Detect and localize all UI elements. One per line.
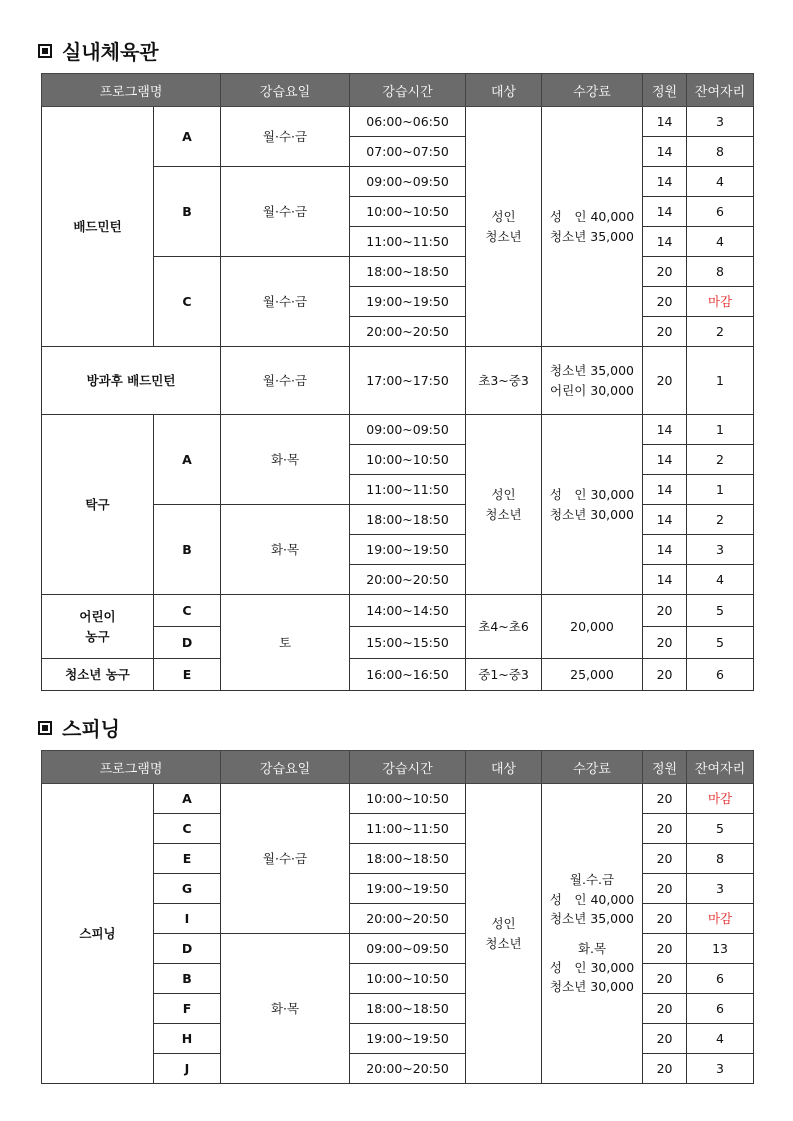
program-name: 어린이 농구 bbox=[42, 595, 154, 659]
class-remaining: 6 bbox=[687, 197, 754, 227]
class-remaining: 3 bbox=[687, 874, 754, 904]
class-capacity: 14 bbox=[643, 505, 687, 535]
program-name: 스피닝 bbox=[42, 784, 154, 1084]
class-remaining: 4 bbox=[687, 227, 754, 257]
class-capacity: 14 bbox=[643, 197, 687, 227]
class-time: 09:00~09:50 bbox=[350, 934, 466, 964]
class-time: 18:00~18:50 bbox=[350, 505, 466, 535]
class-remaining: 13 bbox=[687, 934, 754, 964]
header-time: 강습시간 bbox=[350, 751, 466, 784]
header-capacity: 정원 bbox=[643, 751, 687, 784]
section-title-gym bbox=[38, 36, 159, 65]
class-code: A bbox=[154, 784, 221, 814]
header-target: 대상 bbox=[466, 74, 542, 107]
class-time: 19:00~19:50 bbox=[350, 874, 466, 904]
class-time: 20:00~20:50 bbox=[350, 1054, 466, 1084]
section-title-text: 스피닝 bbox=[62, 717, 120, 741]
class-days: 월·수·금 bbox=[221, 347, 350, 415]
class-code: A bbox=[154, 415, 221, 505]
class-capacity: 20 bbox=[643, 844, 687, 874]
class-capacity: 14 bbox=[643, 137, 687, 167]
class-capacity: 20 bbox=[643, 659, 687, 691]
class-remaining: 1 bbox=[687, 415, 754, 445]
class-remaining: 3 bbox=[687, 1054, 754, 1084]
class-capacity: 20 bbox=[643, 904, 687, 934]
class-code: A bbox=[154, 107, 221, 167]
class-fee: 25,000 bbox=[542, 659, 643, 691]
class-capacity: 14 bbox=[643, 535, 687, 565]
class-remaining: 6 bbox=[687, 659, 754, 691]
class-fee: 성 인 40,000 청소년 35,000 bbox=[542, 107, 643, 347]
header-days: 강습요일 bbox=[221, 74, 350, 107]
class-time: 06:00~06:50 bbox=[350, 107, 466, 137]
class-capacity: 20 bbox=[643, 934, 687, 964]
class-capacity: 14 bbox=[643, 415, 687, 445]
class-fee: 20,000 bbox=[542, 595, 643, 659]
class-target: 성인 청소년 bbox=[466, 784, 542, 1084]
class-remaining-closed: 마감 bbox=[687, 287, 754, 317]
class-time: 18:00~18:50 bbox=[350, 844, 466, 874]
class-fee: 월.수.금 성 인 40,000 청소년 35,000 화.목 성 인 30,000 청소년 30,000 bbox=[542, 784, 643, 1084]
class-capacity: 14 bbox=[643, 167, 687, 197]
class-capacity: 20 bbox=[643, 627, 687, 659]
class-time: 10:00~10:50 bbox=[350, 964, 466, 994]
class-days: 월·수·금 bbox=[221, 784, 350, 934]
class-target: 초3~중3 bbox=[466, 347, 542, 415]
class-time: 18:00~18:50 bbox=[350, 257, 466, 287]
class-remaining: 4 bbox=[687, 565, 754, 595]
class-code: D bbox=[154, 934, 221, 964]
class-time: 20:00~20:50 bbox=[350, 904, 466, 934]
class-remaining: 5 bbox=[687, 814, 754, 844]
class-days: 월·수·금 bbox=[221, 107, 350, 167]
class-capacity: 20 bbox=[643, 257, 687, 287]
class-code: C bbox=[154, 595, 221, 627]
class-capacity: 20 bbox=[643, 964, 687, 994]
square-bullet-icon bbox=[38, 721, 52, 735]
class-capacity: 20 bbox=[643, 994, 687, 1024]
class-capacity: 20 bbox=[643, 317, 687, 347]
class-time: 18:00~18:50 bbox=[350, 994, 466, 1024]
class-capacity: 14 bbox=[643, 445, 687, 475]
class-remaining: 2 bbox=[687, 505, 754, 535]
class-remaining: 5 bbox=[687, 627, 754, 659]
class-remaining: 8 bbox=[687, 844, 754, 874]
class-code: B bbox=[154, 167, 221, 257]
class-code: H bbox=[154, 1024, 221, 1054]
class-days: 화·목 bbox=[221, 934, 350, 1084]
class-time: 19:00~19:50 bbox=[350, 535, 466, 565]
class-capacity: 20 bbox=[643, 814, 687, 844]
table-header-row bbox=[42, 751, 754, 784]
class-time: 11:00~11:50 bbox=[350, 227, 466, 257]
class-fee: 성 인 30,000 청소년 30,000 bbox=[542, 415, 643, 595]
header-days: 강습요일 bbox=[221, 751, 350, 784]
table-row bbox=[42, 784, 754, 814]
class-remaining: 4 bbox=[687, 167, 754, 197]
spinning-schedule-table bbox=[41, 750, 754, 1084]
class-days: 토 bbox=[221, 595, 350, 691]
class-time: 15:00~15:50 bbox=[350, 627, 466, 659]
class-target: 성인 청소년 bbox=[466, 107, 542, 347]
class-remaining: 3 bbox=[687, 535, 754, 565]
table-row bbox=[42, 659, 754, 691]
class-time: 11:00~11:50 bbox=[350, 814, 466, 844]
class-code: I bbox=[154, 904, 221, 934]
class-code: D bbox=[154, 627, 221, 659]
header-remaining: 잔여자리 bbox=[687, 751, 754, 784]
header-fee: 수강료 bbox=[542, 74, 643, 107]
square-bullet-icon bbox=[38, 44, 52, 58]
class-time: 10:00~10:50 bbox=[350, 784, 466, 814]
class-target: 초4~초6 bbox=[466, 595, 542, 659]
class-capacity: 20 bbox=[643, 1054, 687, 1084]
section-title-text: 실내체육관 bbox=[62, 40, 159, 64]
class-time: 17:00~17:50 bbox=[350, 347, 466, 415]
header-target: 대상 bbox=[466, 751, 542, 784]
class-capacity: 20 bbox=[643, 874, 687, 904]
class-remaining: 5 bbox=[687, 595, 754, 627]
class-remaining-closed: 마감 bbox=[687, 784, 754, 814]
class-target: 중1~중3 bbox=[466, 659, 542, 691]
class-days: 월·수·금 bbox=[221, 167, 350, 257]
program-name: 청소년 농구 bbox=[42, 659, 154, 691]
class-code: E bbox=[154, 844, 221, 874]
class-remaining: 1 bbox=[687, 475, 754, 505]
class-days: 화·목 bbox=[221, 505, 350, 595]
section-title-spinning bbox=[38, 713, 120, 742]
class-capacity: 14 bbox=[643, 475, 687, 505]
program-name: 방과후 배드민턴 bbox=[42, 347, 221, 415]
header-remaining: 잔여자리 bbox=[687, 74, 754, 107]
class-remaining: 8 bbox=[687, 137, 754, 167]
class-target: 성인 청소년 bbox=[466, 415, 542, 595]
class-time: 09:00~09:50 bbox=[350, 415, 466, 445]
class-remaining: 3 bbox=[687, 107, 754, 137]
class-days: 화·목 bbox=[221, 415, 350, 505]
program-name: 탁구 bbox=[42, 415, 154, 595]
table-header-row bbox=[42, 74, 754, 107]
class-code: F bbox=[154, 994, 221, 1024]
class-capacity: 14 bbox=[643, 227, 687, 257]
table-row bbox=[42, 415, 754, 445]
class-code: B bbox=[154, 505, 221, 595]
class-code: J bbox=[154, 1054, 221, 1084]
class-time: 14:00~14:50 bbox=[350, 595, 466, 627]
class-remaining-closed: 마감 bbox=[687, 904, 754, 934]
class-time: 16:00~16:50 bbox=[350, 659, 466, 691]
class-code: C bbox=[154, 814, 221, 844]
header-time: 강습시간 bbox=[350, 74, 466, 107]
class-remaining: 6 bbox=[687, 994, 754, 1024]
class-time: 09:00~09:50 bbox=[350, 167, 466, 197]
class-days: 월·수·금 bbox=[221, 257, 350, 347]
class-capacity: 20 bbox=[643, 287, 687, 317]
class-remaining: 4 bbox=[687, 1024, 754, 1054]
class-remaining: 8 bbox=[687, 257, 754, 287]
class-remaining: 2 bbox=[687, 317, 754, 347]
class-capacity: 14 bbox=[643, 107, 687, 137]
class-time: 19:00~19:50 bbox=[350, 287, 466, 317]
table-row bbox=[42, 595, 754, 627]
class-capacity: 14 bbox=[643, 565, 687, 595]
class-remaining: 6 bbox=[687, 964, 754, 994]
gym-schedule-table bbox=[41, 73, 754, 691]
class-code: G bbox=[154, 874, 221, 904]
class-remaining: 1 bbox=[687, 347, 754, 415]
class-capacity: 20 bbox=[643, 595, 687, 627]
class-code: C bbox=[154, 257, 221, 347]
header-capacity: 정원 bbox=[643, 74, 687, 107]
class-time: 20:00~20:50 bbox=[350, 317, 466, 347]
table-row bbox=[42, 107, 754, 137]
header-program: 프로그램명 bbox=[42, 74, 221, 107]
class-remaining: 2 bbox=[687, 445, 754, 475]
class-capacity: 20 bbox=[643, 784, 687, 814]
class-code: B bbox=[154, 964, 221, 994]
class-time: 07:00~07:50 bbox=[350, 137, 466, 167]
class-capacity: 20 bbox=[643, 1024, 687, 1054]
program-name: 배드민턴 bbox=[42, 107, 154, 347]
class-time: 11:00~11:50 bbox=[350, 475, 466, 505]
class-time: 10:00~10:50 bbox=[350, 197, 466, 227]
class-time: 19:00~19:50 bbox=[350, 1024, 466, 1054]
class-fee: 청소년 35,000 어린이 30,000 bbox=[542, 347, 643, 415]
table-row bbox=[42, 347, 754, 415]
header-program: 프로그램명 bbox=[42, 751, 221, 784]
class-code: E bbox=[154, 659, 221, 691]
class-capacity: 20 bbox=[643, 347, 687, 415]
class-time: 10:00~10:50 bbox=[350, 445, 466, 475]
header-fee: 수강료 bbox=[542, 751, 643, 784]
class-time: 20:00~20:50 bbox=[350, 565, 466, 595]
